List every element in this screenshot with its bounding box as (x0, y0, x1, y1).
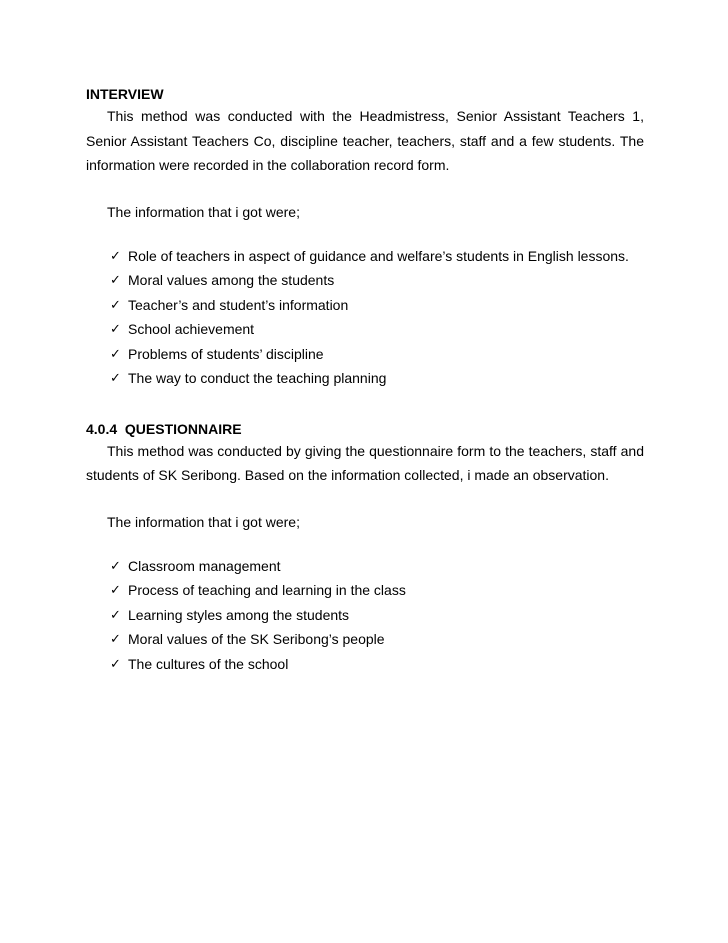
checkmark-icon: ✓ (110, 272, 121, 287)
questionnaire-paragraph: This method was conducted by giving the questionnaire form to the teachers, staff and students of SK Seribong. Based on the information collected, i made an observation. (86, 442, 644, 483)
interview-intro: The information that i got were; (107, 203, 300, 220)
section-heading-questionnaire: 4.0.4 QUESTIONNAIRE (86, 420, 242, 437)
checkmark-icon: ✓ (110, 582, 121, 597)
checkmark-icon: ✓ (110, 655, 121, 671)
checkmark-icon: ✓ (110, 321, 121, 336)
list-item: ✓ Classroom management (110, 554, 644, 579)
list-item: ✓ Problems of students’ discipline (110, 342, 644, 367)
questionnaire-checklist (86, 554, 644, 677)
checkmark-icon: ✓ (110, 370, 121, 385)
list-item: ✓ Moral values of the SK Seribong’s people (110, 627, 644, 652)
checkmark-icon: ✓ (110, 606, 121, 622)
interview-checklist (86, 244, 644, 391)
section-heading-interview: INTERVIEW (86, 86, 164, 102)
checkmark-icon: ✓ (110, 557, 121, 573)
list-item: ✓ The cultures of the school (110, 652, 644, 677)
checkmark-icon: ✓ (110, 631, 121, 646)
list-item: ✓ The way to conduct the teaching planning (110, 366, 644, 391)
document-page (86, 84, 644, 676)
checkmark-icon: ✓ (110, 247, 121, 263)
list-item: ✓ Role of teachers in aspect of guidance and welfare’s students in English lessons. (110, 244, 644, 269)
questionnaire-intro: The information that i got were; (107, 513, 300, 530)
list-item: ✓ Learning styles among the students (110, 603, 644, 628)
list-item: ✓ Teacher’s and student’s information (110, 293, 644, 318)
checkmark-icon: ✓ (110, 345, 121, 361)
checkmark-icon: ✓ (110, 296, 121, 312)
interview-paragraph: This method was conducted with the Headmistress, Senior Assistant Teachers 1, Senior Assistant Teachers Co, discipline teacher, teachers, staff and a few students. The information were recorded in the collaboration record form. (86, 108, 644, 173)
list-item: ✓ Process of teaching and learning in the class (110, 578, 644, 603)
list-item: ✓ School achievement (110, 317, 644, 342)
list-item: ✓ Moral values among the students (110, 268, 644, 293)
